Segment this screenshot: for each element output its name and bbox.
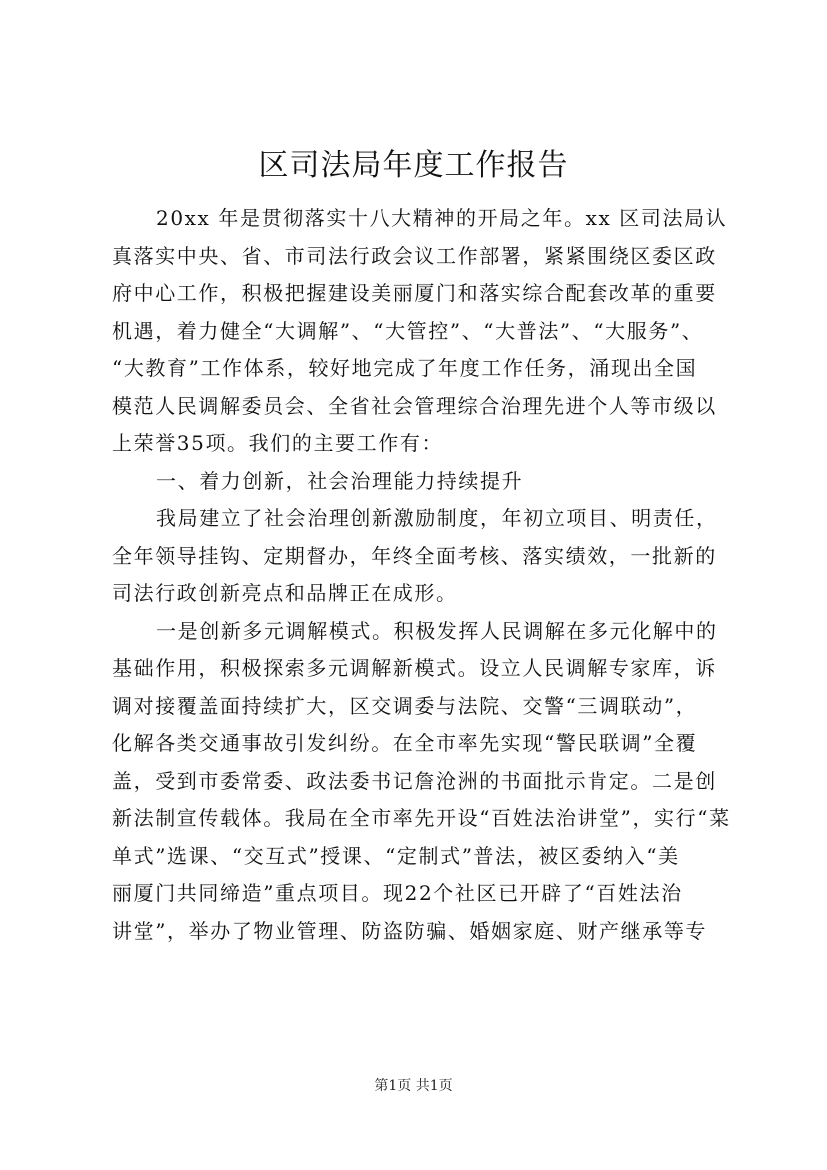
text-line: 府中心工作，积极把握建设美丽厦门和落实综合配套改革的重要	[112, 281, 717, 305]
text-line: 讲堂”，举办了物业管理、防盗防骗、婚姻家庭、财产继承等专	[112, 918, 708, 943]
text-line: 机遇，着力健全“大调解”、“大管控”、“大普法”、“大服务”、	[112, 318, 704, 343]
text-line: 基础作用，积极探索多元调解新模式。设立人民调解专家库，诉	[112, 656, 717, 680]
text-line: 一是创新多元调解模式。积极发挥人民调解在多元化解中的	[156, 618, 718, 643]
page-footer: 第1页 共1页	[374, 1078, 453, 1094]
document-body	[112, 200, 752, 950]
page-title: 区司法局年度工作报告	[258, 148, 569, 183]
text-line: 单式”选课、“交互式”授课、“定制式”普法，被区委纳入“美	[112, 843, 680, 868]
text-line: 上荣誉35项。我们的主要工作有：	[112, 431, 444, 455]
text-line: 模范人民调解委员会、全省社会管理综合治理先进个人等市级以	[112, 393, 717, 418]
text-line: 全年领导挂钩、定期督办，年终全面考核、落实绩效，一批新的	[112, 543, 717, 568]
text-line: 丽厦门共同缔造”重点项目。现22个社区已开辟了“百姓法治	[112, 881, 683, 905]
text-line: 化解各类交通事故引发纠纷。在全市率先实现“警民联调”全覆	[112, 731, 698, 755]
text-line: 司法行政创新亮点和品牌正在成形。	[112, 581, 458, 605]
text-line: 20xx 年是贯彻落实十八大精神的开局之年。xx 区司法局认	[156, 206, 728, 230]
section-heading: 一、着力创新，社会治理能力持续提升	[156, 468, 524, 493]
text-line: 新法制宣传载体。我局在全市率先开设“百姓法治讲堂”，实行“菜	[112, 806, 731, 830]
text-line: 我局建立了社会治理创新激励制度，年初立项目、明责任，	[156, 506, 718, 530]
text-line: “大教育”工作体系，较好地完成了年度工作任务，涌现出全国	[112, 356, 698, 380]
text-line: 盖，受到市委常委、政法委书记詹沧洲的书面批示肯定。二是创	[112, 768, 717, 793]
text-line: 调对接覆盖面持续扩大，区交调委与法院、交警“三调联动”，	[112, 693, 698, 718]
text-line: 真落实中央、省、市司法行政会议工作部署，紧紧围绕区委区政	[112, 243, 717, 268]
